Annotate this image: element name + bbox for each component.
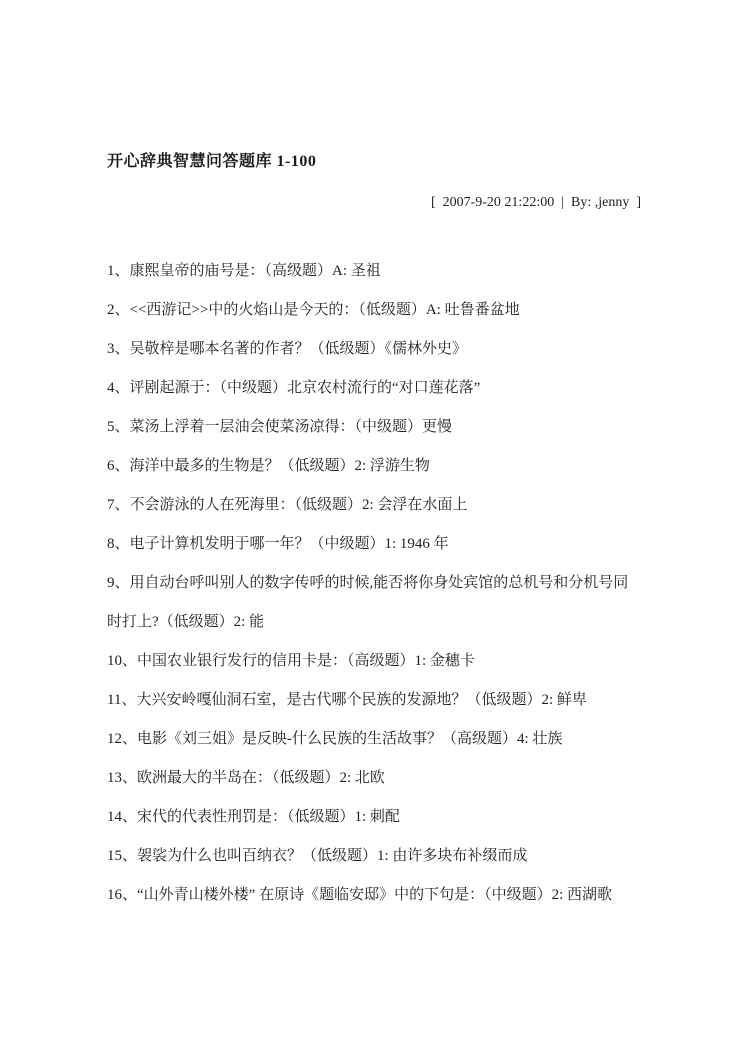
question-line-16: 16、“山外青山楼外楼” 在原诗《题临安邸》中的下句是：（中级题）2: 西湖歌 xyxy=(107,887,612,903)
question-line-3: 3、吴敬梓是哪本名著的作者？（低级题）《儒林外史》 xyxy=(107,341,468,357)
question-line-2: 2、<<西游记>>中的火焰山是今天的：（低级题）A: 吐鲁番盆地 xyxy=(107,302,520,318)
question-line-11: 11、大兴安岭嘎仙洞石室，是古代哪个民族的发源地？（低级题）2: 鲜卑 xyxy=(107,692,587,708)
post-byline: [ 2007-9-20 21:22:00 | By: ,jenny ] xyxy=(430,195,641,210)
question-line-10: 10、中国农业银行发行的信用卡是：（高级题）1: 金穗卡 xyxy=(107,653,475,669)
question-line-4: 4、评剧起源于：（中级题）北京农村流行的“对口莲花落” xyxy=(107,380,481,396)
question-line-9: 9、用自动台呼叫别人的数字传呼的时候,能否将你身处宾馆的总机号和分机号同时打上?（低级题）2: 能 xyxy=(107,575,629,630)
question-line-13: 13、欧洲最大的半岛在：（低级题）2: 北欧 xyxy=(107,770,385,786)
question-line-12: 12、电影《刘三姐》是反映-什么民族的生活故事？（高级题）4: 壮族 xyxy=(107,731,563,747)
question-line-5: 5、菜汤上浮着一层油会使菜汤凉得：（中级题）更慢 xyxy=(107,419,453,435)
document-body xyxy=(107,152,641,915)
question-line-14: 14、宋代的代表性刑罚是：（低级题）1: 刺配 xyxy=(107,809,400,825)
question-line-1: 1、康熙皇帝的庙号是：（高级题）A: 圣祖 xyxy=(107,263,381,279)
question-list xyxy=(107,252,641,915)
question-line-6: 6、海洋中最多的生物是？（低级题）2: 浮游生物 xyxy=(107,458,430,474)
document-title: 开心辞典智慧问答题库 1-100 xyxy=(107,153,317,170)
question-line-8: 8、电子计算机发明于哪一年？（中级题）1: 1946 年 xyxy=(107,536,449,552)
question-line-15: 15、袈裟为什么也叫百纳衣？（低级题）1: 由许多块布补缀而成 xyxy=(107,848,528,864)
question-line-7: 7、不会游泳的人在死海里：（低级题）2: 会浮在水面上 xyxy=(107,497,468,513)
